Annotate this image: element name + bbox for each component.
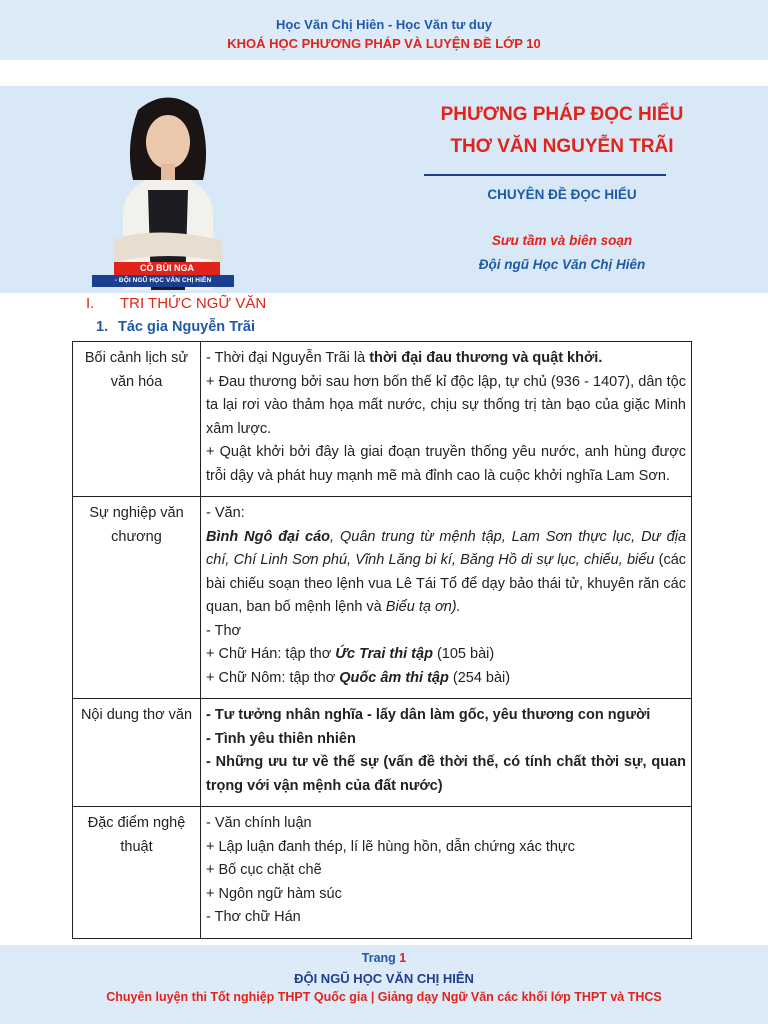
table-row [73, 699, 692, 807]
row-key-context: Bối cảnh lịch sử văn hóa [73, 342, 201, 497]
bold-text: - Tư tưởng nhân nghĩa - lấy dân làm gốc, yêu thương con người [206, 707, 651, 723]
section-heading [86, 295, 266, 312]
subsection-heading [96, 319, 255, 335]
teacher-name-tag: CÔ BÙI NGA [114, 262, 220, 275]
document-title-line2: THƠ VĂN NGUYỄN TRÃI [450, 136, 674, 157]
document-title-line1: PHƯƠNG PHÁP ĐỌC HIỂU [440, 104, 684, 125]
subsection-number: 1. [96, 319, 109, 335]
text: + Đau thương bởi sau hơn bốn thế kỉ độc lập, tự chủ (936 - 1407), dân tộc ta lại rơi vào thảm họa mất nước, chịu sự thống trị tàn bạo của giặc Minh xâm lược. [206, 373, 686, 437]
author-info-table [72, 341, 692, 939]
row-value-content [201, 699, 692, 807]
text: + Bố cục chặt chẽ [206, 862, 322, 878]
section-number: I. [86, 295, 95, 312]
text: + Chữ Nôm: tập thơ [206, 669, 340, 686]
text: (105 bài) [432, 646, 495, 662]
page-indicator [0, 951, 768, 965]
subsection-title: Tác gia Nguyễn Trãi [118, 319, 255, 335]
row-value-context [201, 342, 692, 497]
credit-label: Sưu tầm và biên soạn [491, 233, 633, 248]
teacher-team-tag: - ĐỘI NGŨ HỌC VĂN CHỊ HIÊN [92, 275, 234, 287]
bold-text: - Những ưu tư về thế sự (vấn đề thời thế, có tính chất thời sự, quan trọng với vận mệnh của đất nước) [206, 754, 686, 794]
text: - Thơ [206, 622, 242, 639]
text: - Văn: [206, 505, 245, 521]
row-key-career: Sự nghiệp văn chương [73, 497, 201, 699]
table-row [73, 807, 692, 939]
row-value-art [201, 807, 692, 939]
text: + Lập luận đanh thép, lí lẽ hùng hồn, dẫn chứng xác thực [206, 838, 575, 855]
document-subtitle: CHUYÊN ĐỀ ĐỌC HIỂU [487, 187, 637, 202]
text: + Ngôn ngữ hàm súc [206, 885, 342, 902]
work-list: , Quân trung từ mệnh tập, Lam Sơn thực lục, Dư địa chí, Chí Linh Sơn phú, Vĩnh Lăng bi kí, Băng Hồ di sự lục, chiếu, biểu [206, 528, 687, 568]
page-footer [0, 945, 768, 1024]
text: (các bài chiếu soạn theo lệnh vua Lê Tái Tổ để dạy bảo thái tử, khuyên răn các quan, ban bố mệnh lệnh và [206, 552, 687, 615]
footer-team: ĐỘI NGŨ HỌC VĂN CHỊ HIÊN [294, 971, 474, 986]
bold-text: - Tình yêu thiên nhiên [206, 730, 356, 747]
top-header-band [0, 0, 768, 60]
page-label: Trang [361, 951, 400, 965]
text: (254 bài) [448, 669, 511, 686]
text: - Thơ chữ Hán [206, 909, 301, 925]
header-brand-line: Học Văn Chị Hiên - Học Văn tư duy [276, 17, 492, 32]
text: + Quật khởi bởi đây là giai đoạn truyền thống yêu nước, anh hùng được trỗi dậy và phát huy mạnh mẽ mà đỉnh cao là cuộc khởi nghĩa Lam Sơn. [206, 444, 686, 484]
text: + Chữ Hán: tập thơ [206, 646, 336, 662]
credit-author: Đội ngũ Học Văn Chị Hiên [478, 257, 646, 272]
text: - Thời đại Nguyễn Trãi là [206, 350, 370, 366]
table-row [73, 497, 692, 699]
row-value-career [201, 497, 692, 699]
row-key-art: Đặc điểm nghệ thuật [73, 807, 201, 939]
row-key-content: Nội dung thơ văn [73, 699, 201, 807]
title-divider [424, 174, 666, 176]
table-row [73, 342, 692, 497]
work-title: Quốc âm thi tập [339, 669, 449, 686]
work-title: Biểu tạ ơn). [385, 599, 461, 615]
bold-text: thời đại đau thương và quật khởi. [369, 350, 603, 366]
text: - Văn chính luận [206, 815, 312, 831]
header-course-line: KHOÁ HỌC PHƯƠNG PHÁP VÀ LUYỆN ĐỀ LỚP 10 [227, 36, 541, 51]
work-title: Bình Ngô đại cáo [206, 528, 331, 545]
page-number: 1 [399, 951, 407, 965]
work-title: Ức Trai thi tập [335, 646, 433, 662]
section-title: TRI THỨC NGỮ VĂN [120, 295, 267, 312]
footer-tagline: Chuyên luyện thi Tốt nghiệp THPT Quốc gia | Giảng dạy Ngữ Văn các khối lớp THPT và THCS [106, 990, 662, 1004]
teacher-portrait [93, 90, 243, 290]
